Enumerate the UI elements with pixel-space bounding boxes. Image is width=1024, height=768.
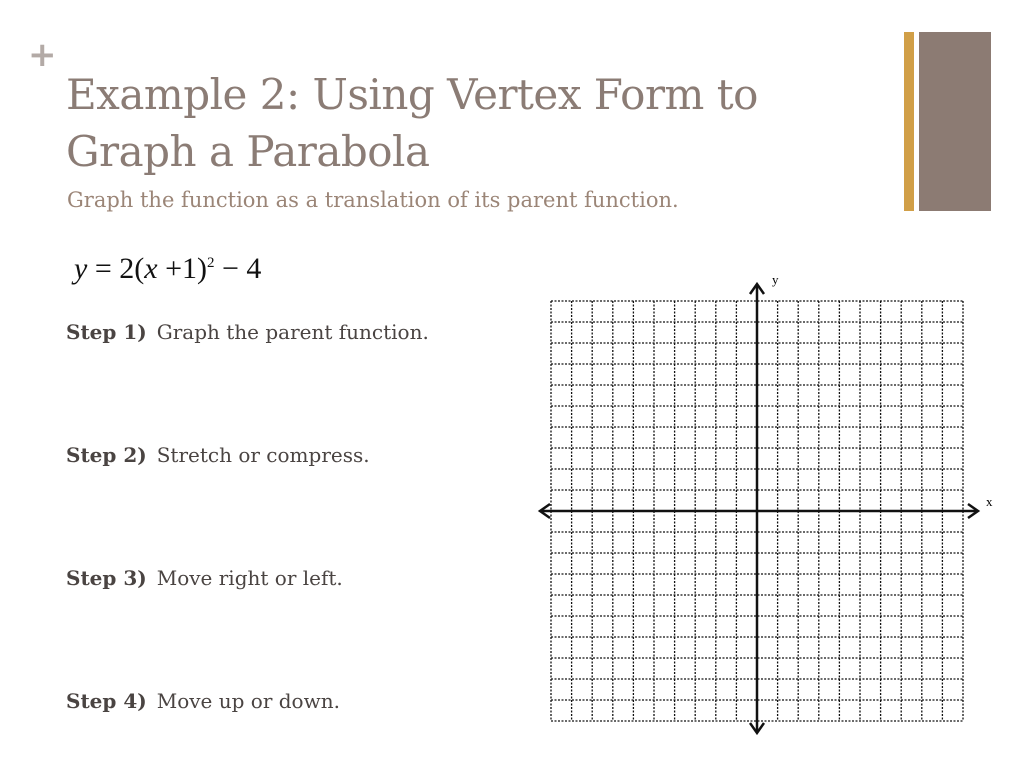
slide-title: Example 2: Using Vertex Form to Graph a Parabola <box>66 70 758 176</box>
step-text: Move right or left. <box>156 566 343 590</box>
eq-exponent: 2 <box>207 255 215 271</box>
step-label: Step 2) <box>66 443 147 467</box>
step-text: Graph the parent function. <box>156 320 429 344</box>
step-text: Stretch or compress. <box>156 443 370 467</box>
eq-y: y <box>74 252 88 285</box>
eq-x: x <box>144 252 158 285</box>
step-label: Step 3) <box>66 566 147 590</box>
eq-part: +1) <box>157 252 207 285</box>
step-text: Move up or down. <box>156 689 340 713</box>
slide-subtitle: Graph the function as a translation of its parent function. <box>67 188 679 212</box>
eq-part: − 4 <box>214 252 262 285</box>
eq-part: = 2( <box>87 252 145 285</box>
y-axis-label: y <box>772 272 779 287</box>
step-label: Step 1) <box>66 320 147 344</box>
x-axis-label: x <box>986 494 993 509</box>
step-label: Step 4) <box>66 689 147 713</box>
plus-icon: + <box>28 35 57 75</box>
